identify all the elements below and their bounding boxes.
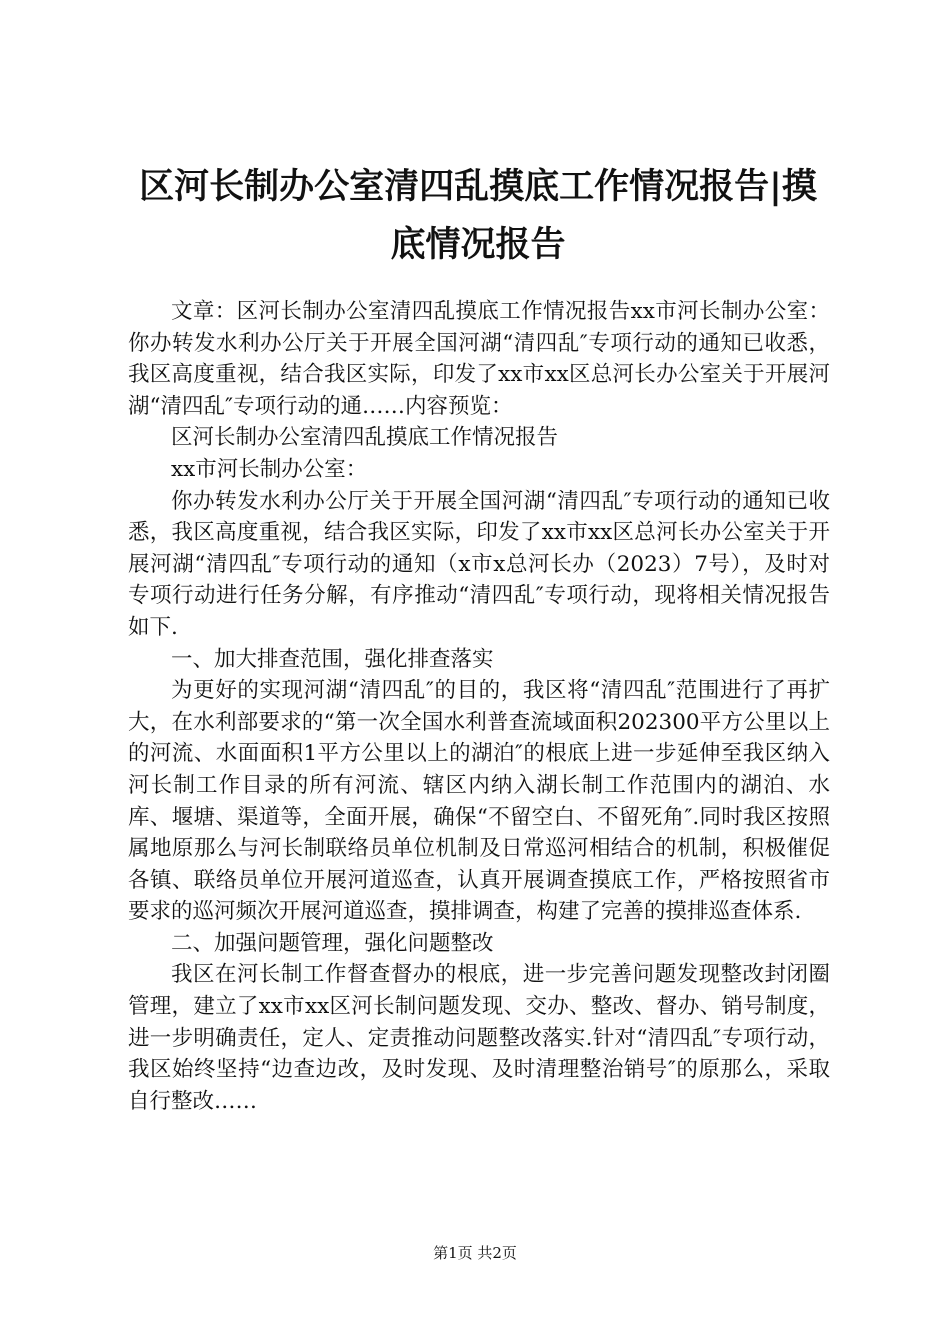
paragraph-section-2: 我区在河长制工作督查督办的根底，进一步完善问题发现整改封闭圈管理，建立了xx市xx区河长制问题发现、交办、整改、督办、销号制度，进一步明确责任，定人、定责推动问题整改落实.针对“清四乱″专项行动，我区始终坚持“边查边改，及时发现、及时清理整治销号″的原那么，采取自行整改…… — [128, 962, 830, 1114]
page-footer: 第1页 共2页 — [433, 1244, 517, 1262]
section-heading-1: 一、加大排查范围，强化排查落实 — [171, 646, 494, 672]
paragraph-addressee: xx市河长制办公室： — [171, 456, 368, 482]
paragraph-report-title: 区河长制办公室清四乱摸底工作情况报告 — [171, 425, 559, 451]
paragraph-summary: 文章：区河长制办公室清四乱摸底工作情况报告xx市河长制办公室：你办转发水利办公厅关于开展全国河湖“清四乱″专项行动的通知已收悉，我区高度重视，结合我区实际，印发了xx市xx区总河长办公室关于开展河湖“清四乱″专项行动的通……内容预览： — [128, 299, 830, 419]
paragraph-intro: 你办转发水利办公厅关于开展全国河湖“清四乱″专项行动的通知已收悉，我区高度重视，结合我区实际，印发了xx市xx区总河长办公室关于开展河湖“清四乱″专项行动的通知（x市x总河长办（2023）7号），及时对专项行动进行任务分解，有序推动“清四乱″专项行动，现将相关情况报告如下. — [128, 488, 830, 640]
paragraph-section-1: 为更好的实现河湖“清四乱″的目的，我区将“清四乱″范围进行了再扩大，在水利部要求的“第一次全国水利普查流域面积202300平方公里以上的河流、水面面积1平方公里以上的湖泊″的根底上进一步延伸至我区纳入河长制工作目录的所有河流、辖区内纳入湖长制工作范围内的湖泊、水库、堰塘、渠道等，全面开展，确保“不留空白、不留死角″.同时我区按照属地原那么与河长制联络员单位机制及日常巡河相结合的机制，积极催促各镇、联络员单位开展河道巡查，认真开展调查摸底工作，严格按照省市要求的巡河频次开展河道巡查，摸排调查，构建了完善的摸排巡查体系. — [128, 678, 830, 925]
document-body — [128, 296, 830, 1117]
document-title: 区河长制办公室清四乱摸底工作情况报告|摸底情况报告 — [139, 166, 817, 265]
section-heading-2: 二、加强问题管理，强化问题整改 — [171, 930, 494, 956]
